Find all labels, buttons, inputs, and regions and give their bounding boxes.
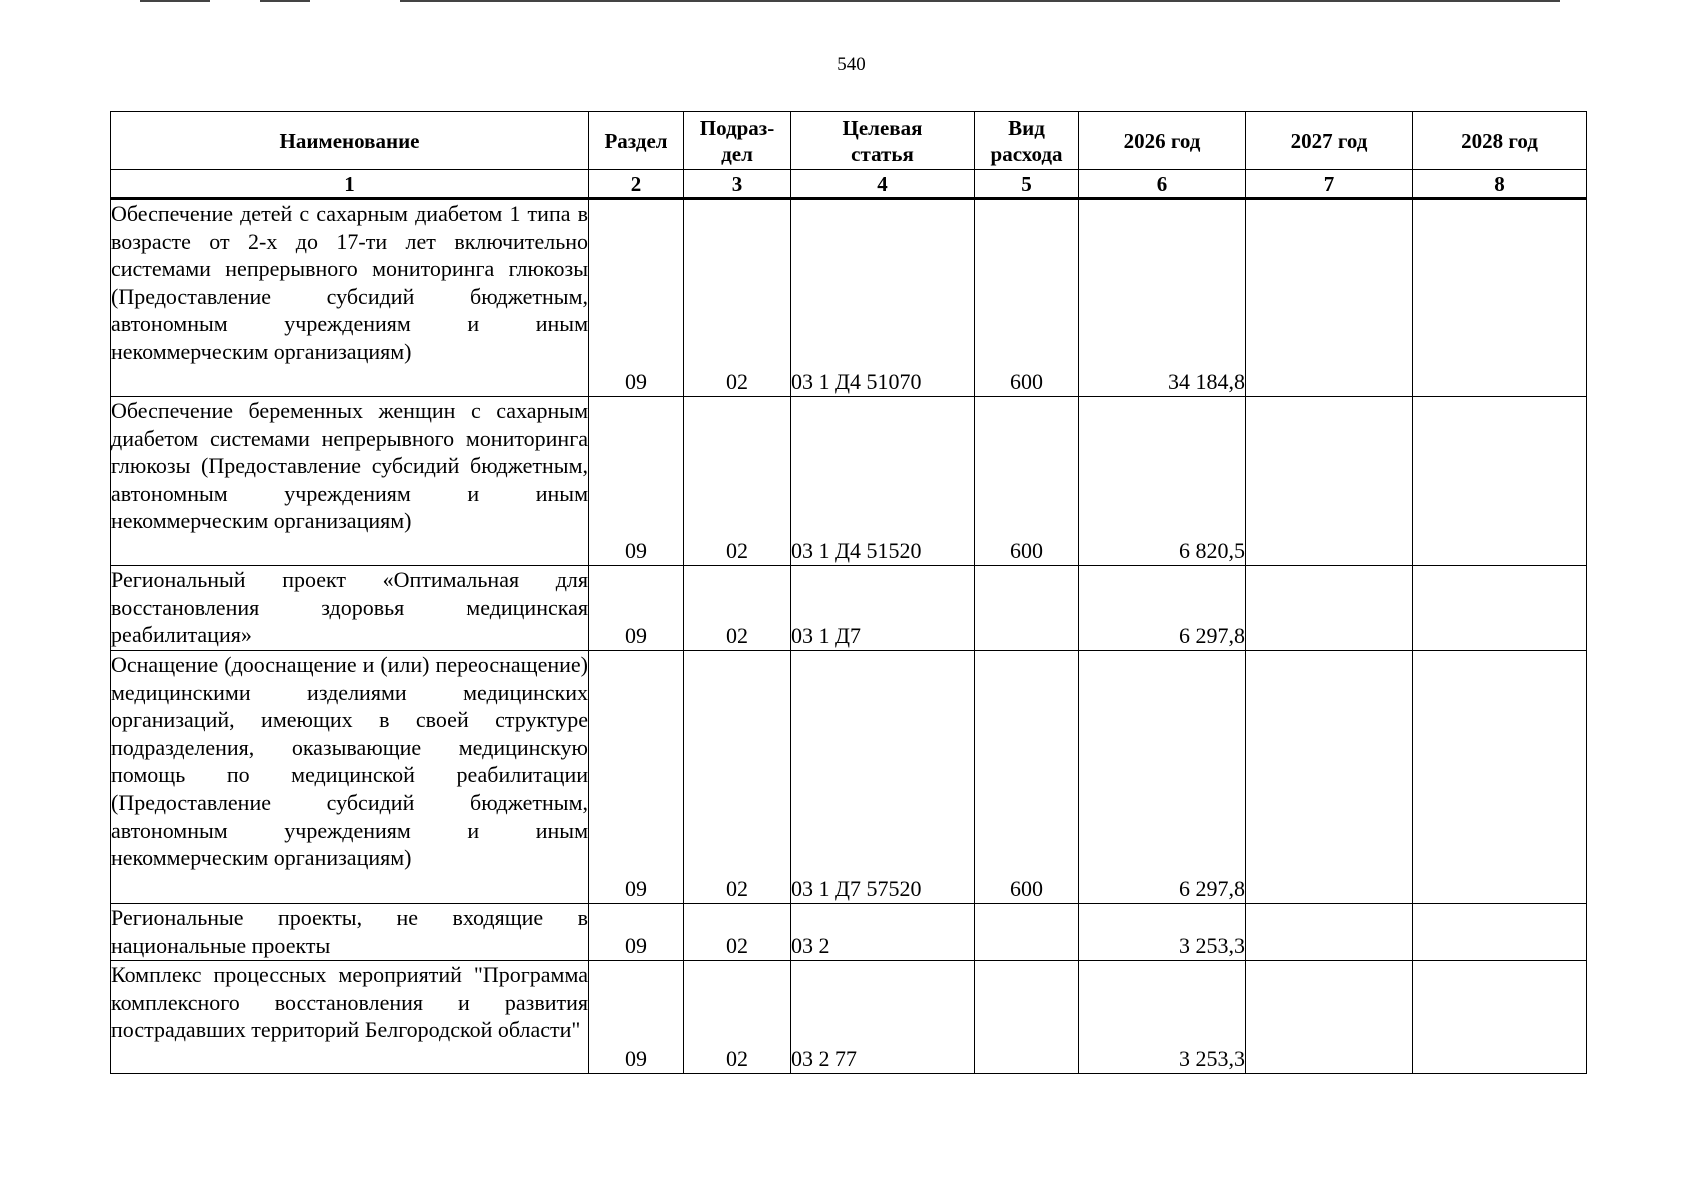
header-year-2027: 2027 год [1246, 112, 1413, 170]
column-number: 5 [975, 170, 1079, 199]
column-number: 2 [589, 170, 684, 199]
row-subsection: 02 [684, 397, 791, 566]
table-row [111, 566, 1587, 651]
row-target-article: 03 2 [791, 904, 975, 961]
row-target-article: 03 2 77 [791, 961, 975, 1074]
header-expense-type: Вид расхода [975, 112, 1079, 170]
row-amount-2027 [1246, 904, 1413, 961]
row-amount-2028 [1413, 651, 1587, 904]
row-name: Оснащение (дооснащение и (или) переоснащение) медицинскими изделиями медицинских организаций, имеющих в своей структуре подразделения, оказывающие медицинскую помощь по медицинской реабилитации (Предоставление субсидий бюджетным, автономным учреждениям и иным некоммерческим организациям) [111, 651, 589, 904]
row-subsection: 02 [684, 961, 791, 1074]
column-number: 3 [684, 170, 791, 199]
row-expense-type: 600 [975, 199, 1079, 397]
row-target-article: 03 1 Д7 [791, 566, 975, 651]
row-name: Региональный проект «Оптимальная для восстановления здоровья медицинская реабилитация» [111, 566, 589, 651]
row-section: 09 [589, 904, 684, 961]
table-row [111, 961, 1587, 1074]
row-amount-2028 [1413, 199, 1587, 397]
row-subsection: 02 [684, 904, 791, 961]
row-amount-2027 [1246, 961, 1413, 1074]
row-amount-2028 [1413, 566, 1587, 651]
row-target-article: 03 1 Д7 57520 [791, 651, 975, 904]
row-section: 09 [589, 199, 684, 397]
header-target-article: Целевая статья [791, 112, 975, 170]
table-row [111, 904, 1587, 961]
table-row [111, 199, 1587, 397]
table-row [111, 397, 1587, 566]
row-subsection: 02 [684, 566, 791, 651]
row-expense-type: 600 [975, 397, 1079, 566]
row-amount-2028 [1413, 397, 1587, 566]
scan-edge-middle [260, 0, 310, 2]
row-amount-2028 [1413, 904, 1587, 961]
column-number: 6 [1079, 170, 1246, 199]
row-amount-2026: 6 820,5 [1079, 397, 1246, 566]
row-amount-2027 [1246, 566, 1413, 651]
table-row [111, 651, 1587, 904]
row-target-article: 03 1 Д4 51520 [791, 397, 975, 566]
row-amount-2026: 3 253,3 [1079, 961, 1246, 1074]
row-amount-2027 [1246, 651, 1413, 904]
row-amount-2027 [1246, 199, 1413, 397]
row-name: Обеспечение беременных женщин с сахарным диабетом системами непрерывного мониторинга глюкозы (Предоставление субсидий бюджетным, автономным учреждениям и иным некоммерческим организациям) [111, 397, 589, 566]
row-name: Обеспечение детей с сахарным диабетом 1 типа в возрасте от 2-х до 17-ти лет включительно системами непрерывного мониторинга глюкозы (Предоставление субсидий бюджетным, автономным учреждениям и иным некоммерческим организациям) [111, 199, 589, 397]
column-number: 1 [111, 170, 589, 199]
column-number: 4 [791, 170, 975, 199]
header-subsection: Подраз- дел [684, 112, 791, 170]
row-target-article: 03 1 Д4 51070 [791, 199, 975, 397]
row-amount-2026: 3 253,3 [1079, 904, 1246, 961]
row-section: 09 [589, 397, 684, 566]
row-section: 09 [589, 651, 684, 904]
header-year-2026: 2026 год [1079, 112, 1246, 170]
row-section: 09 [589, 566, 684, 651]
header-name: Наименование [111, 112, 589, 170]
row-subsection: 02 [684, 199, 791, 397]
row-expense-type [975, 904, 1079, 961]
budget-table [110, 111, 1587, 1074]
row-section: 09 [589, 961, 684, 1074]
scan-edge-left [140, 0, 210, 2]
row-amount-2028 [1413, 961, 1587, 1074]
row-expense-type [975, 961, 1079, 1074]
row-subsection: 02 [684, 651, 791, 904]
row-amount-2027 [1246, 397, 1413, 566]
column-number: 7 [1246, 170, 1413, 199]
header-section: Раздел [589, 112, 684, 170]
row-name: Комплекс процессных мероприятий "Программа комплексного восстановления и развития пострадавших территорий Белгородской области" [111, 961, 589, 1074]
column-number: 8 [1413, 170, 1587, 199]
row-amount-2026: 34 184,8 [1079, 199, 1246, 397]
row-amount-2026: 6 297,8 [1079, 566, 1246, 651]
scan-edge-right [400, 0, 1560, 2]
row-amount-2026: 6 297,8 [1079, 651, 1246, 904]
row-expense-type: 600 [975, 651, 1079, 904]
header-year-2028: 2028 год [1413, 112, 1587, 170]
row-name: Региональные проекты, не входящие в национальные проекты [111, 904, 589, 961]
row-expense-type [975, 566, 1079, 651]
page-number: 540 [837, 54, 866, 75]
